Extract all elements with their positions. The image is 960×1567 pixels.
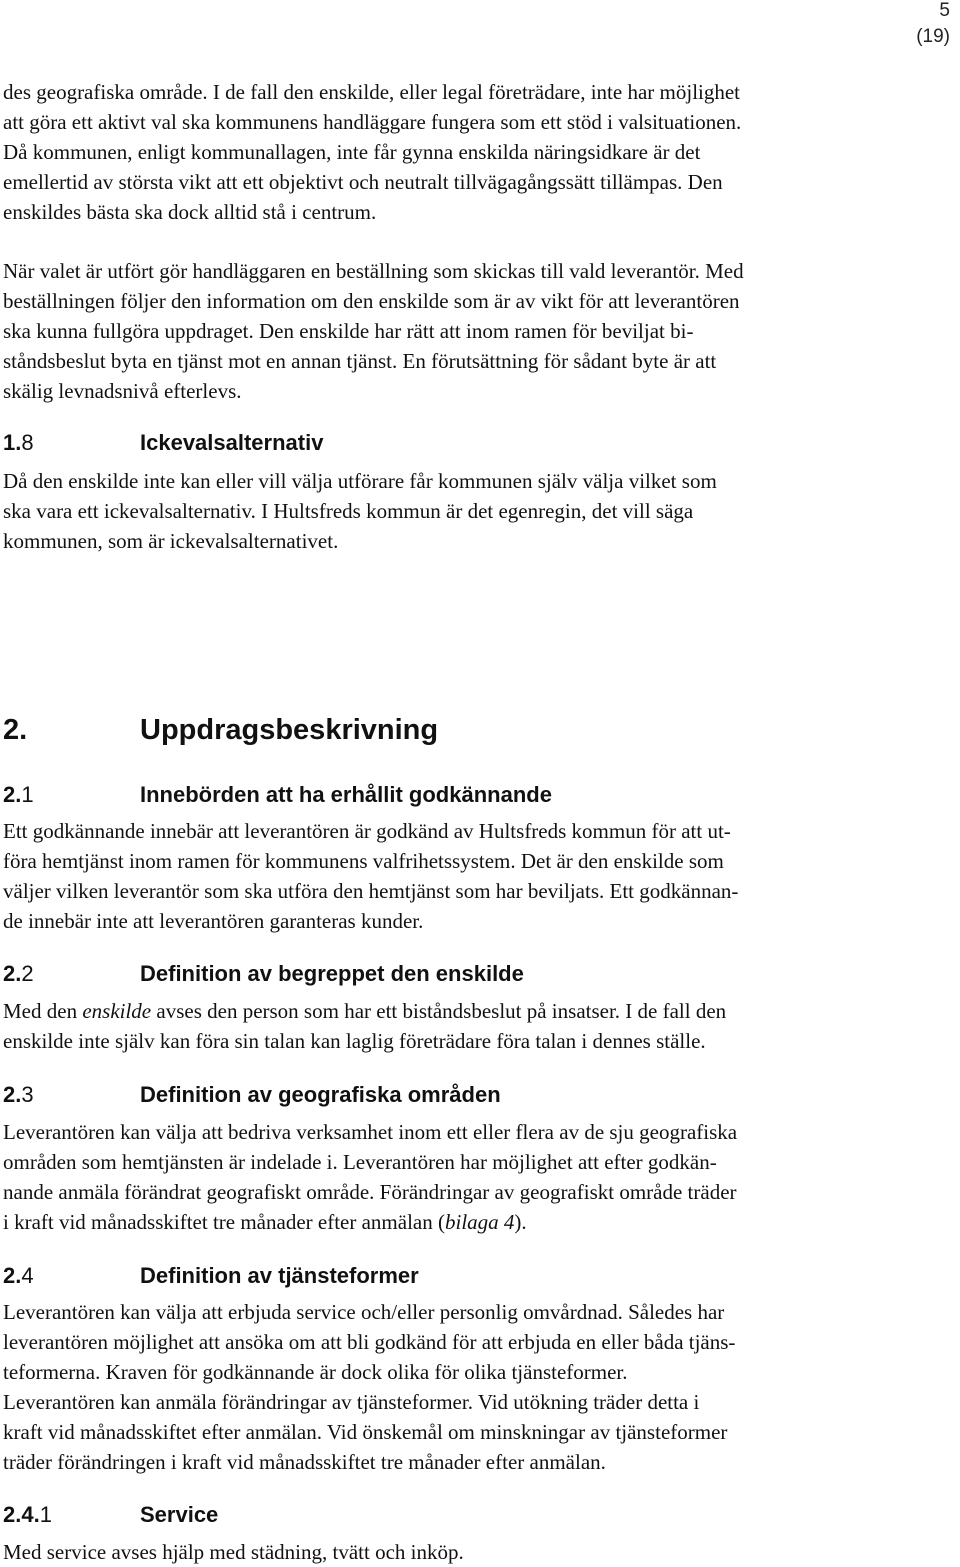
text-line: Leverantören kan välja att erbjuda service och/eller personlig omvårdnad. Således har (3, 1300, 725, 1324)
section-number: 2.4.1 (3, 1502, 52, 1527)
text-line: Med den enskilde avses den person som har ett biståndsbeslut på insatser. I de fall den (3, 999, 727, 1023)
section-title: Definition av geografiska områden (140, 1082, 501, 1107)
section-title: Innebörden att ha erhållit godkännande (140, 782, 552, 807)
page-number-current: 5 (939, 0, 950, 21)
intro-paragraph-2 (3, 256, 933, 406)
text-line: Leverantören kan anmäla förändringar av tjänsteformer. Vid utökning träder detta i (3, 1390, 700, 1414)
emphasis-term: enskilde (82, 999, 152, 1023)
text-line: ska vara ett ickevalsalternativ. I Hultsfreds kommun är det egenregin, det vill säga (3, 499, 694, 523)
text-line: kommunen, som är ickevalsalternativet. (3, 529, 339, 553)
section-number: 2.2 (3, 961, 34, 986)
section-number: 2.1 (3, 782, 34, 807)
text-line: områden som hemtjänsten är indelade i. Leverantören har möjlighet att efter godkän- (3, 1150, 717, 1174)
section-number: 1.8 (3, 430, 34, 455)
page-number-total: (19) (916, 26, 950, 47)
text-line: teformerna. Kraven för godkännande är dock olika för olika tjänsteformer. (3, 1360, 628, 1384)
text-line: beställningen följer den information om den enskilde som är av vikt för att leverantören (3, 289, 740, 313)
attachment-reference: bilaga 4 (444, 1210, 515, 1234)
text-line: att göra ett aktivt val ska kommunens handläggare fungera som ett stöd i valsituationen. (3, 110, 742, 134)
text-line: enskilde inte själv kan föra sin talan kan laglig företrädare föra talan i dennes ställe. (3, 1029, 706, 1053)
text-line: leverantören möjlighet att ansöka om att bli godkänd för att erbjuda en eller båda tjäns- (3, 1330, 736, 1354)
section-2-4-heading (3, 1262, 933, 1290)
text-line: de innebär inte att leverantören garanteras kunder. (3, 909, 424, 933)
section-title: Definition av begreppet den enskilde (140, 961, 524, 986)
section-2-1-heading (3, 781, 933, 809)
section-2-3-body (3, 1117, 933, 1237)
section-2-1-body (3, 816, 933, 936)
section-2-4-1-body (3, 1537, 933, 1567)
chapter-number: 2. (3, 714, 28, 746)
section-title: Ickevalsalternativ (140, 430, 324, 455)
chapter-title: Uppdragsbeskrivning (140, 714, 439, 746)
text-line: emellertid av största vikt att ett objektivt och neutralt tillvägagångssätt tillämpas. Den (3, 170, 723, 194)
text-line: enskildes bästa ska dock alltid stå i centrum. (3, 200, 377, 224)
text-line: Ett godkännande innebär att leverantören är godkänd av Hultsfreds kommun för att ut- (3, 819, 731, 843)
text-line: i kraft vid månadsskiftet tre månader efter anmälan (bilaga 4). (3, 1210, 527, 1234)
text-line: Då kommunen, enligt kommunallagen, inte får gynna enskilda näringsidkare är det (3, 140, 701, 164)
text-line: kraft vid månadsskiftet efter anmälan. Vid önskemål om minskningar av tjänsteformer (3, 1420, 728, 1444)
section-title: Service (140, 1502, 219, 1527)
section-number: 2.4 (3, 1263, 34, 1288)
section-2-4-body (3, 1297, 933, 1477)
text-line: Leverantören kan välja att bedriva verksamhet inom ett eller flera av de sju geografiska (3, 1120, 738, 1144)
intro-paragraph-1 (3, 77, 933, 227)
text-line: träder förändringen i kraft vid månadsskiftet tre månader efter anmälan. (3, 1450, 606, 1474)
section-number: 2.3 (3, 1082, 34, 1107)
section-2-4-1-heading (3, 1501, 933, 1529)
text-line: skälig levnadsnivå efterlevs. (3, 379, 242, 403)
text-line: När valet är utfört gör handläggaren en beställning som skickas till vald leverantör. Med (3, 259, 744, 283)
text-line: ska kunna fullgöra uppdraget. Den enskilde har rätt att inom ramen för beviljat bi- (3, 319, 694, 343)
text-line: väljer vilken leverantör som ska utföra den hemtjänst som har beviljats. Ett godkännan- (3, 879, 739, 903)
section-1-8-body (3, 466, 933, 556)
page-number (890, 0, 950, 50)
section-1-8-heading (3, 429, 933, 457)
text-line: föra hemtjänst inom ramen för kommunens valfrihetssystem. Det är den enskilde som (3, 849, 724, 873)
section-2-3-heading (3, 1081, 933, 1109)
text-line: nande anmäla förändrat geografiskt område. Förändringar av geografiskt område träder (3, 1180, 737, 1204)
section-2-2-body (3, 996, 933, 1056)
text-line: ståndsbeslut byta en tjänst mot en annan tjänst. En förutsättning för sådant byte är att (3, 349, 717, 373)
section-title: Definition av tjänsteformer (140, 1263, 419, 1288)
text-line: Då den enskilde inte kan eller vill välja utförare får kommunen själv välja vilket som (3, 469, 717, 493)
text-line: Med service avses hjälp med städning, tvätt och inköp. (3, 1540, 464, 1564)
text-line: des geografiska område. I de fall den enskilde, eller legal företrädare, inte har möjlighet (3, 80, 741, 104)
section-2-2-heading (3, 960, 933, 988)
chapter-2-heading (3, 712, 933, 748)
